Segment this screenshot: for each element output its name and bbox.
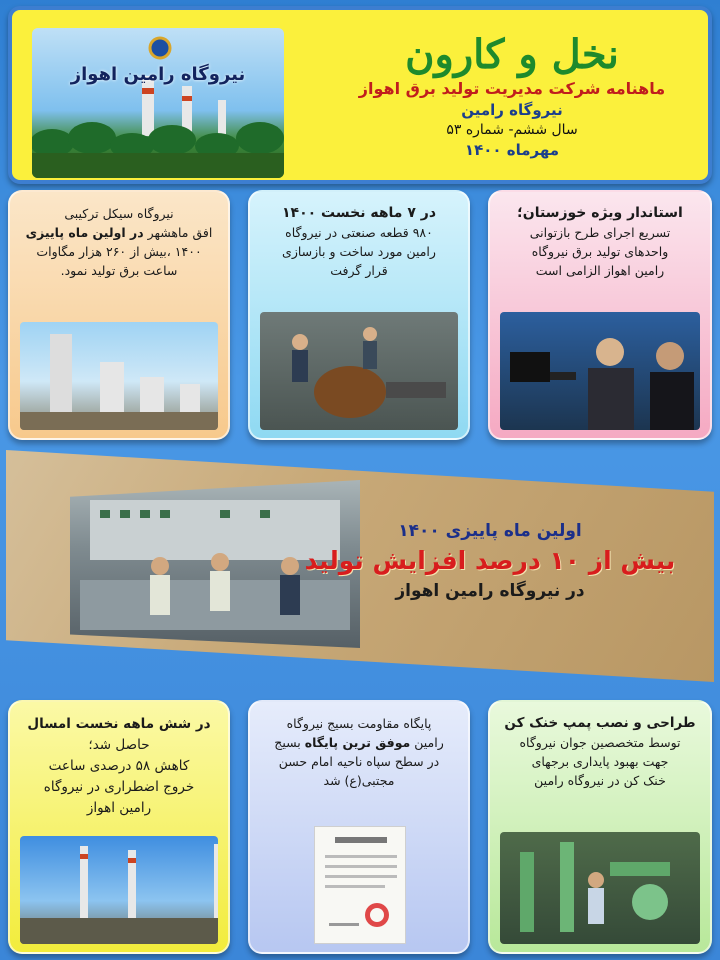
card-line: ۱۴۰۰ ،بیش از ۲۶۰ هزار مگاوات: [36, 244, 202, 259]
pump-illustration: [500, 832, 700, 944]
header-panel: [8, 6, 712, 184]
card-line: رامین اهواز الزامی است: [535, 263, 665, 278]
card-heading: استاندار ویژه خوزستان؛: [517, 205, 683, 221]
workshop-illustration: [260, 312, 458, 430]
card-heading: در ۷ ماهه نخست ۱۴۰۰: [281, 205, 437, 221]
card-line: ۹۸۰ قطعه صنعتی در نیروگاه: [285, 225, 433, 240]
card-line-emphasis: در اولین ماه پاییزی: [25, 225, 144, 240]
card-text: [490, 192, 710, 280]
newsletter-subtitle: ماهنامه شرکت مدیریت تولید برق اهواز: [358, 79, 666, 98]
card-line: قرار گرفت: [330, 263, 388, 278]
certificate-image: [314, 826, 406, 944]
issue-date: مهرماه ۱۴۰۰: [464, 141, 560, 159]
power-plant-photo: [20, 322, 218, 430]
turbine-illustration: [20, 322, 218, 430]
banner-line-3: در نیروگاه رامین اهواز: [395, 581, 585, 601]
workshop-photo: [260, 312, 458, 430]
card-line: جهت بهبود پایداری برجهای: [531, 754, 669, 769]
card-line-part: بسیج: [274, 735, 305, 750]
logo-text: نیروگاه رامین اهواز: [70, 64, 246, 85]
card-line: تسریع اجرای طرح بازتوانی: [529, 225, 671, 240]
issue-number: سال ششم- شماره ۵۳: [446, 122, 578, 138]
news-card-industrial-parts[interactable]: [248, 190, 470, 440]
card-line: پایگاه مقاومت بسیج نیروگاه: [286, 716, 432, 731]
news-card-basij-base[interactable]: [248, 700, 470, 954]
news-card-emergency-outage[interactable]: [8, 700, 230, 954]
card-line: خروج اضطراری در نیروگاه: [43, 779, 195, 795]
banner-text-block: [280, 518, 700, 604]
newsletter-title: نخل و کارون: [405, 31, 619, 78]
interview-illustration: [500, 312, 700, 430]
card-line: رامین مورد ساخت و بازسازی: [282, 244, 436, 259]
card-line: مجتبی(ع) شد: [323, 773, 395, 788]
pump-installation-photo: [500, 832, 700, 944]
certificate-illustration: [315, 827, 407, 945]
card-line: رامین اهواز: [86, 800, 152, 816]
card-heading: طراحی و نصب پمپ خنک کن: [504, 715, 696, 731]
plant-logo-photo: [32, 28, 284, 178]
card-text: [250, 702, 468, 790]
card-line: خنک کن در نیروگاه رامین: [534, 773, 666, 788]
chimney-illustration: [20, 836, 218, 944]
card-line-part: رامین: [410, 735, 444, 750]
card-line: توسط متخصصین جوان نیروگاه: [519, 735, 681, 750]
card-line-part: افق ماهشهر: [143, 225, 213, 240]
card-text: [250, 192, 468, 280]
stacks-photo: [20, 836, 218, 944]
card-text: [10, 192, 228, 280]
news-card-governor[interactable]: [488, 190, 712, 440]
card-line-emphasis: موفق ترین پایگاه: [304, 735, 411, 750]
news-card-mahshahr[interactable]: [8, 190, 230, 440]
card-line: [262, 733, 456, 752]
press-interview-photo: [500, 312, 700, 430]
card-line: در سطح سپاه ناحیه امام حسن: [278, 754, 440, 769]
card-line: نیروگاه سیکل ترکیبی: [64, 206, 174, 221]
card-line: [22, 223, 216, 242]
card-line: ساعت برق تولید نمود.: [60, 263, 178, 278]
card-line: واحدهای تولید برق نیروگاه: [531, 244, 669, 259]
news-card-cooling-pump[interactable]: [488, 700, 712, 954]
card-text: [490, 702, 710, 790]
banner-headline: بیش از ۱۰ درصد افزایش تولید: [304, 546, 676, 575]
card-heading: در شش ماهه نخست امسال: [27, 716, 211, 732]
banner-line-1: اولین ماه پاییزی ۱۴۰۰: [398, 521, 582, 541]
card-line: حاصل شد؛: [88, 737, 150, 753]
plant-name: نیروگاه رامین: [461, 101, 563, 119]
plant-illustration: [32, 28, 284, 178]
card-line: کاهش ۵۸ درصدی ساعت: [48, 758, 190, 774]
header-text-block: [312, 28, 712, 188]
card-text: [10, 702, 228, 819]
